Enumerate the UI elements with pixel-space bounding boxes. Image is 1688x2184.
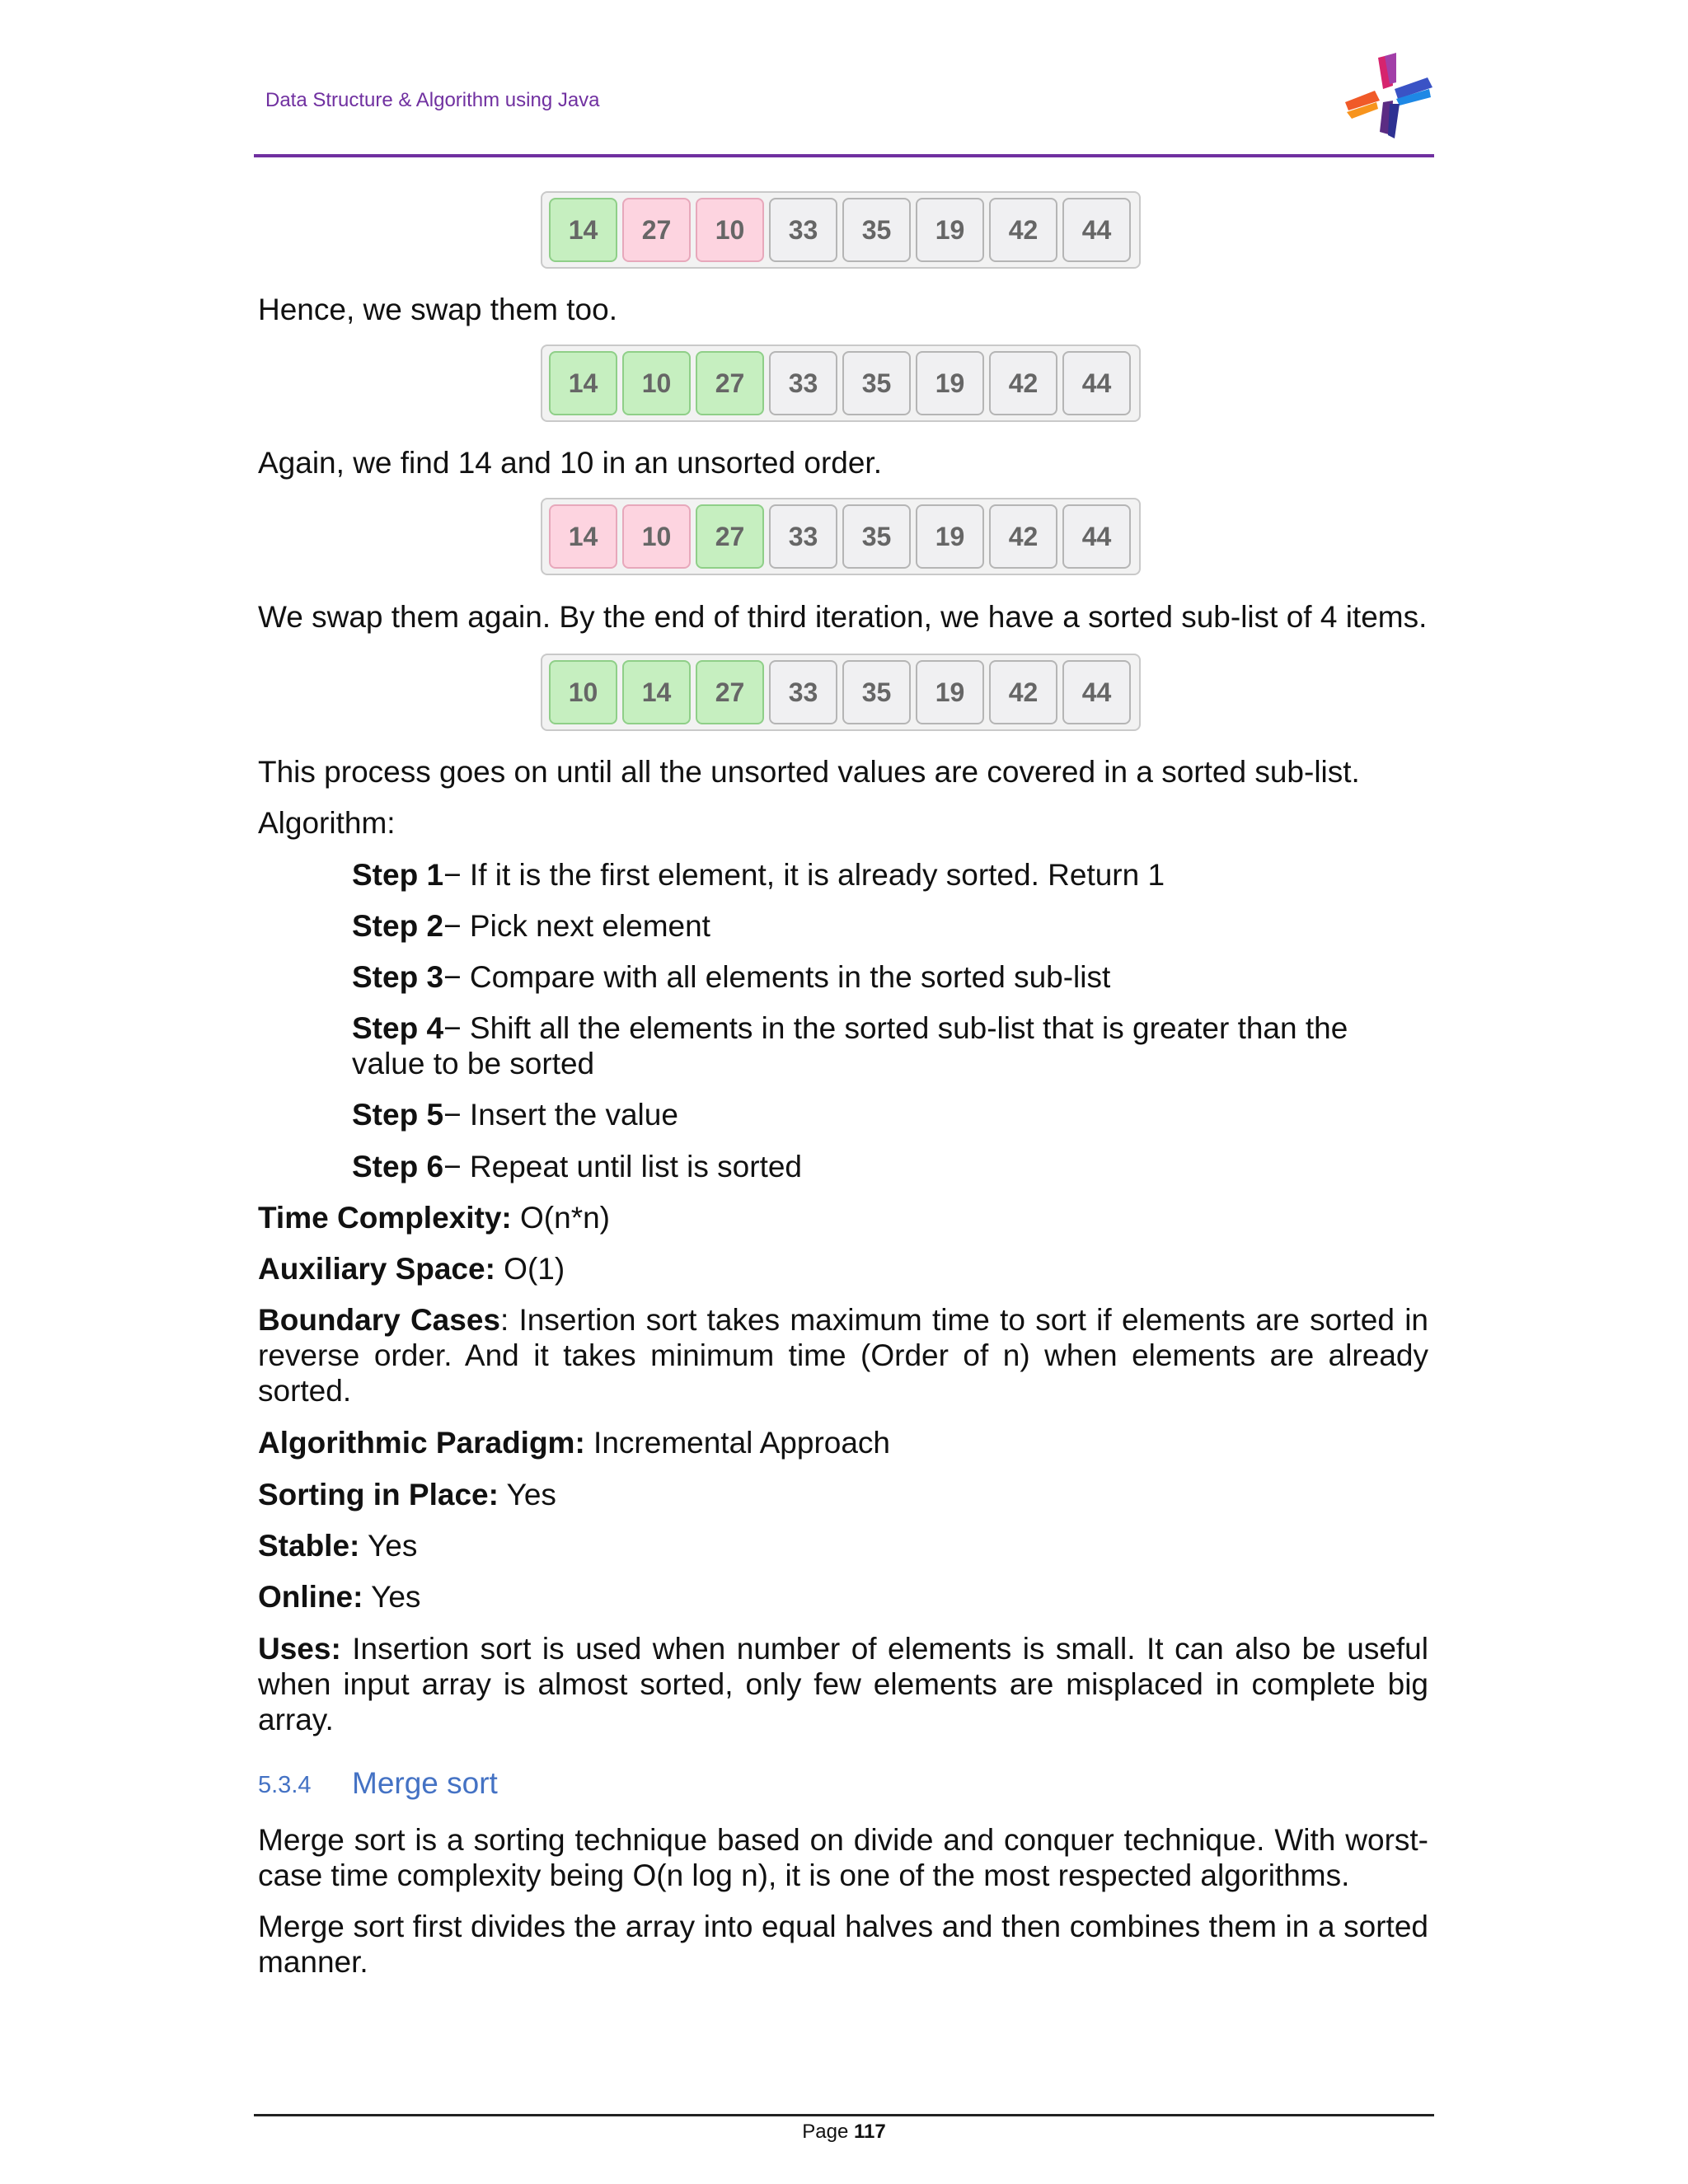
step-text: − Compare with all elements in the sorted sub-list xyxy=(443,960,1111,994)
array-cell: 42 xyxy=(989,660,1057,724)
merge-sort-paragraph-2: Merge sort first divides the array into equal halves and then combines them in a sorted manner. xyxy=(258,1910,1428,1979)
algorithm-label: Algorithm: xyxy=(258,806,396,840)
array-cell: 35 xyxy=(842,660,911,724)
step-6 xyxy=(352,1149,1428,1184)
array-cell: 35 xyxy=(842,351,911,415)
step-text: − Shift all the elements in the sorted sub-list that is greater than the value to be sorted xyxy=(352,1011,1348,1080)
array-cell: 14 xyxy=(549,504,617,569)
array-cell: 42 xyxy=(989,504,1057,569)
sorting-in-place xyxy=(258,1477,1428,1512)
array-cell: 33 xyxy=(769,504,837,569)
array-cell: 19 xyxy=(916,504,984,569)
section-title: Merge sort xyxy=(352,1766,498,1800)
property-value: O(n*n) xyxy=(511,1201,610,1235)
time-complexity xyxy=(258,1200,1428,1235)
stable xyxy=(258,1528,1428,1563)
array-cell: 27 xyxy=(696,504,764,569)
step-2 xyxy=(352,908,1428,944)
page-number-value: 117 xyxy=(854,2121,886,2143)
array-cell: 33 xyxy=(769,660,837,724)
property-value: Incremental Approach xyxy=(584,1426,890,1460)
array-cell: 27 xyxy=(696,351,764,415)
property-label: Online: xyxy=(258,1580,363,1614)
array-cell: 42 xyxy=(989,198,1057,262)
array-cell: 27 xyxy=(622,198,691,262)
header-rule xyxy=(254,154,1434,157)
array-cell: 10 xyxy=(696,198,764,262)
property-label: Auxiliary Space: xyxy=(258,1252,495,1286)
array-state-4 xyxy=(541,654,1141,731)
step-4 xyxy=(352,1010,1428,1081)
step-text: − Pick next element xyxy=(443,909,710,943)
paragraph-process: This process goes on until all the unsorted values are covered in a sorted sub-list. xyxy=(258,755,1360,789)
array-cell: 27 xyxy=(696,660,764,724)
array-state-1 xyxy=(541,191,1141,269)
property-label: Time Complexity: xyxy=(258,1201,512,1235)
array-cell: 44 xyxy=(1062,504,1131,569)
step-3 xyxy=(352,959,1428,995)
step-label: Step 3 xyxy=(352,960,444,994)
step-label: Step 1 xyxy=(352,858,444,892)
array-cell: 44 xyxy=(1062,198,1131,262)
property-label: Sorting in Place: xyxy=(258,1478,499,1511)
property-label: Stable: xyxy=(258,1529,360,1563)
paragraph-unsorted-order: Again, we find 14 and 10 in an unsorted order. xyxy=(258,446,882,480)
step-label: Step 6 xyxy=(352,1150,444,1183)
footer-rule xyxy=(254,2114,1434,2116)
brand-logo-icon xyxy=(1342,53,1434,138)
property-label: Algorithmic Paradigm: xyxy=(258,1426,585,1460)
array-state-3 xyxy=(541,498,1141,575)
page-number xyxy=(0,2121,1688,2144)
array-cell: 14 xyxy=(622,660,691,724)
page-label: Page xyxy=(802,2121,854,2143)
property-value: Insertion sort is used when number of elements is small. It can also be useful when input array is almost sorted, only few elements are misplaced in complete big array. xyxy=(258,1632,1428,1736)
property-value: Yes xyxy=(498,1478,556,1511)
property-value: Yes xyxy=(359,1529,418,1563)
paragraph-swap-too: Hence, we swap them too. xyxy=(258,293,617,326)
step-text: − If it is the first element, it is already sorted. Return 1 xyxy=(443,858,1165,892)
step-text: − Repeat until list is sorted xyxy=(443,1150,803,1183)
array-cell: 35 xyxy=(842,198,911,262)
property-label: Uses: xyxy=(258,1632,341,1666)
header-title: Data Structure & Algorithm using Java xyxy=(265,89,600,111)
array-cell: 33 xyxy=(769,351,837,415)
merge-sort-paragraph-1: Merge sort is a sorting technique based on divide and conquer technique. With worst-case time complexity being O(n log n), it is one of the most respected algorithms. xyxy=(258,1823,1428,1892)
array-cell: 42 xyxy=(989,351,1057,415)
array-cell: 33 xyxy=(769,198,837,262)
step-label: Step 4 xyxy=(352,1011,444,1045)
step-5 xyxy=(352,1097,1428,1132)
algorithmic-paradigm xyxy=(258,1425,1428,1460)
step-text: − Insert the value xyxy=(443,1098,678,1132)
array-cell: 35 xyxy=(842,504,911,569)
step-1 xyxy=(352,857,1428,893)
property-value: : Insertion sort takes maximum time to sort if elements are sorted in reverse order. And it takes minimum time (Order of n) when elements are already sorted. xyxy=(258,1303,1428,1408)
property-value: O(1) xyxy=(495,1252,565,1286)
array-state-2 xyxy=(541,344,1141,422)
array-cell: 10 xyxy=(549,660,617,724)
paragraph-swap-again: We swap them again. By the end of third iteration, we have a sorted sub-list of 4 items. xyxy=(258,600,1428,634)
step-label: Step 2 xyxy=(352,909,444,943)
array-cell: 10 xyxy=(622,504,691,569)
step-label: Step 5 xyxy=(352,1098,444,1132)
boundary-cases xyxy=(258,1302,1428,1408)
array-cell: 19 xyxy=(916,198,984,262)
online xyxy=(258,1579,1428,1615)
property-label: Boundary Cases xyxy=(258,1303,500,1337)
array-cell: 14 xyxy=(549,351,617,415)
array-cell: 44 xyxy=(1062,660,1131,724)
array-cell: 19 xyxy=(916,660,984,724)
property-value: Yes xyxy=(363,1580,421,1614)
array-cell: 14 xyxy=(549,198,617,262)
section-number: 5.3.4 xyxy=(258,1772,312,1798)
array-cell: 44 xyxy=(1062,351,1131,415)
array-cell: 10 xyxy=(622,351,691,415)
array-cell: 19 xyxy=(916,351,984,415)
uses xyxy=(258,1631,1428,1737)
auxiliary-space xyxy=(258,1251,1428,1286)
